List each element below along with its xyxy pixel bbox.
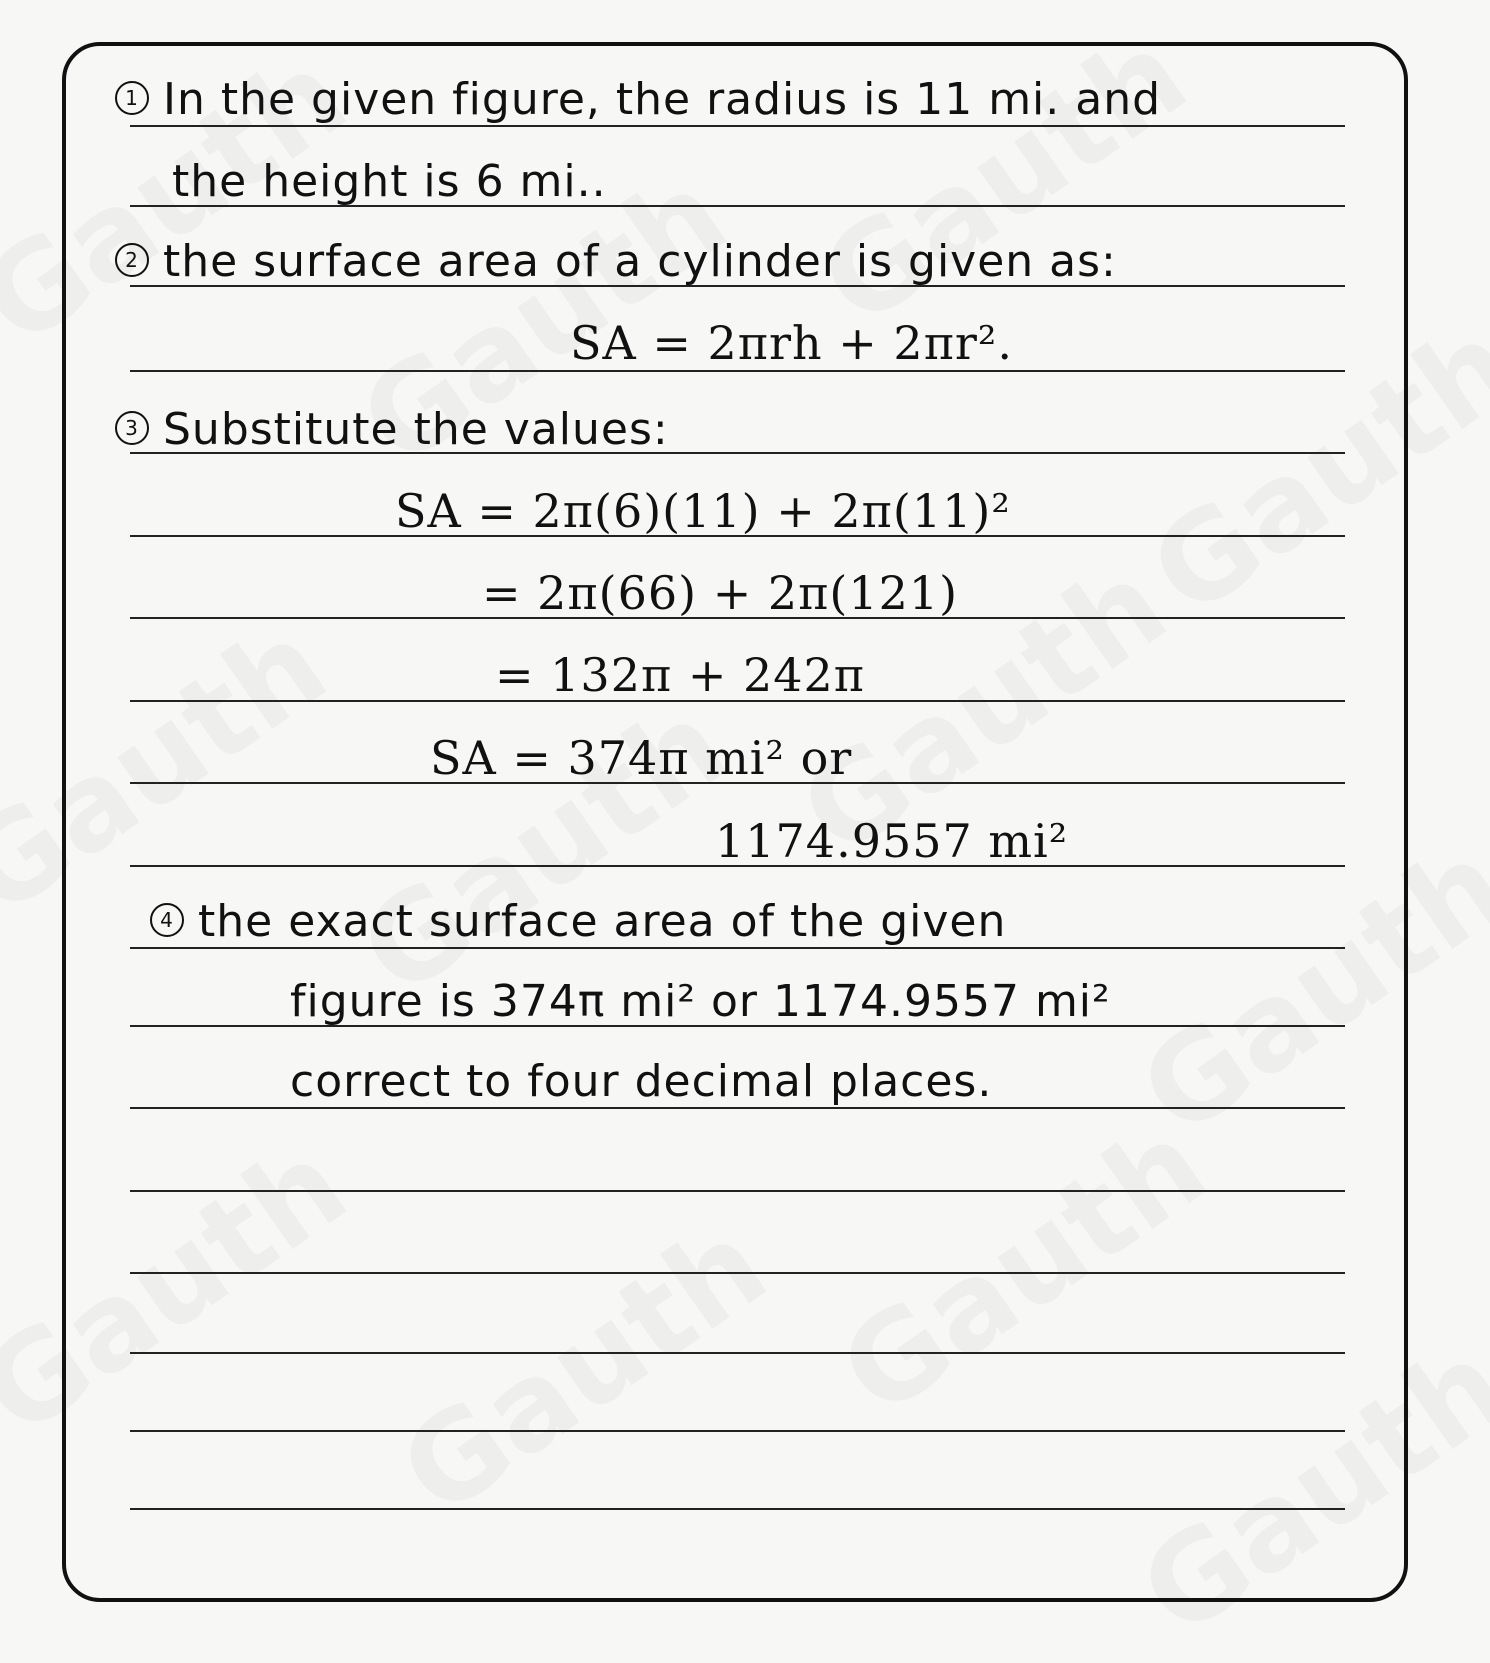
step-4-line-1 — [150, 896, 1007, 947]
step-4-line-3: correct to four decimal places. — [290, 1056, 993, 1107]
step-4-line-2: figure is 374π mi² or 1174.9557 mi² — [290, 976, 1111, 1027]
ruled-line — [130, 1272, 1345, 1274]
equation-line-1: SA = 2π(6)(11) + 2π(11)² — [395, 484, 1011, 538]
ruled-line — [130, 1352, 1345, 1354]
step-text: the surface area of a cylinder is given as: — [163, 236, 1117, 287]
step-1-line-1 — [115, 74, 1162, 125]
step-3-line-1 — [115, 404, 669, 455]
step-number: 1 — [115, 81, 149, 115]
formula-line: SA = 2πrh + 2πr². — [570, 316, 1013, 370]
step-1-line-2: the height is 6 mi.. — [172, 156, 607, 207]
equation-line-2: = 2π(66) + 2π(121) — [482, 566, 959, 620]
step-number: 3 — [115, 411, 149, 445]
step-number: 2 — [115, 243, 149, 277]
equation-line-5: 1174.9557 mi² — [715, 814, 1069, 868]
ruled-line — [130, 1190, 1345, 1192]
equation-line-4: SA = 374π mi² or — [430, 731, 853, 785]
equation-line-3: = 132π + 242π — [495, 648, 866, 702]
ruled-line — [130, 1107, 1345, 1109]
step-text: the exact surface area of the given — [198, 896, 1007, 947]
ruled-line — [130, 947, 1345, 949]
ruled-line — [130, 370, 1345, 372]
step-number: 4 — [150, 903, 184, 937]
step-text: In the given figure, the radius is 11 mi. and — [163, 74, 1162, 125]
step-text: Substitute the values: — [163, 404, 669, 455]
ruled-line — [130, 1430, 1345, 1432]
step-2-line-1 — [115, 236, 1117, 287]
ruled-line — [130, 125, 1345, 127]
ruled-line — [130, 1508, 1345, 1510]
